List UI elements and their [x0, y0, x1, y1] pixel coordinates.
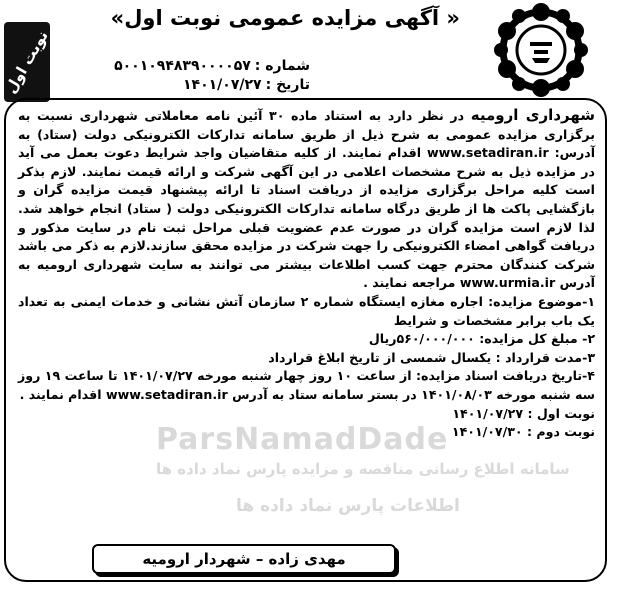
round1-date: ۱۴۰۱/۰۷/۲۷: [452, 405, 524, 421]
item-duration: ۳-مدت قرارداد : یکسال شمسی از تاریخ ابلاغ قرارداد: [268, 349, 595, 365]
date-label: تاریخ :: [265, 77, 310, 93]
amount-label: ۲- مبلغ کل مزایده:: [479, 331, 595, 347]
notice-body-frame: [4, 98, 607, 582]
item-subject: ۱-موضوع مزایده: اجاره مغازه ایستگاه شماره ۲ سازمان آتش نشانی و خدمات ایمنی به تعداد یک باب برابر مشخصات و شرایط: [18, 293, 595, 328]
intro-part-2: اقدام نمایند. از کلیه متقاضیان واجد شرایط دعوت بعمل می آید در مزایده ذیل به شرح مشخصات اعلامی در این آگهی شرکت و ارائه قیمت نمایند. لازم بذکر است کلیه مراحل برگزاری مزایده از دریافت اسناد تا ارائه پیشنهاد قیمت مزایده گران و بازگشایی پاکت ها از طریق درگاه سامانه تدارکات الکترونیکی دولت ( ستاد) انجام خواهد شد. لذا لازم است مزایده گران در صورت عدم عضویت قبلی مراحل ثبت نام در سایت مذکور و دریافت گواهی امضاء الکترونیکی را جهت شرکت در مزایده محقق سازند.لازم به ذکر می باشد شرکت کنندگان محترم جهت کسب اطلاعات بیشتر می توانند به سایت شهرداری ارومیه به آدرس: [18, 145, 595, 291]
round-second: [18, 423, 595, 442]
setad-link-2[interactable]: www.setadiran.ir: [105, 386, 228, 402]
signature-text: مهدی زاده – شهردار ارومیه: [142, 550, 346, 568]
watermark-line2: اطلاعات پارس نماد داده ها: [236, 496, 460, 516]
urmia-link[interactable]: www.urmia.ir: [459, 275, 556, 291]
documents-end: اقدام نمایند .: [19, 386, 102, 402]
intro-part-1: در نظر دارد به استناد ماده ۳۰ آئین نامه معاملاتی شهرداری نسبت به برگزاری مزایده عمومی به شرح ذیل از طریق سامانه تدارکات الکترونیکی دولت (ستاد) به آدرس:: [18, 108, 596, 161]
intro-part-3: مراجعه نمایند .: [363, 275, 456, 291]
round-tag-label: نوبت اول: [1, 27, 53, 97]
notice-number: [60, 58, 310, 74]
round-first: [18, 405, 595, 424]
round-tag: [1, 22, 53, 102]
item-documents: [18, 367, 595, 404]
amount-unit: ریال: [368, 331, 397, 347]
notice-body: [18, 106, 595, 442]
signature-box: [92, 544, 396, 574]
date-value: ۱۴۰۱/۰۷/۲۷: [183, 77, 262, 93]
municipality-logo: [492, 2, 590, 98]
notice-title: « آگهی مزایده عمومی نوبت اول»: [110, 6, 460, 30]
number-value: ۵۰۰۱۰۹۴۸۳۹۰۰۰۰۵۷: [114, 58, 251, 74]
intro-paragraph: [18, 106, 595, 293]
round2-date: ۱۴۰۱/۰۷/۳۰: [451, 424, 523, 440]
notice-date: [60, 77, 310, 93]
setad-link[interactable]: www.setadiran.ir: [426, 145, 549, 161]
number-label: شماره :: [254, 58, 310, 74]
watermark-line1: سامانه اطلاع رسانی مناقصه و مزایده پارس نماد داده ها: [156, 460, 570, 478]
item-amount: [18, 330, 595, 349]
round2-label: نوبت دوم :: [526, 424, 595, 440]
lead-organization: شهرداری ارومیه: [470, 106, 595, 124]
round1-label: نوبت اول :: [527, 405, 595, 421]
watermark-brand: ParsNamadDade: [156, 422, 449, 457]
documents-text: ۴-تاریخ دریافت اسناد مزایده: از ساعت ۱۰ روز چهار شنبه مورخه ۱۴۰۱/۰۷/۲۷ تا ساعت ۱۹ روز سه شنبه مورخه ۱۴۰۱/۰۸/۰۳ در بستر سامانه ستاد به آدرس: [18, 368, 595, 402]
amount-value: ۵۶۰/۰۰۰/۰۰۰: [396, 331, 475, 347]
